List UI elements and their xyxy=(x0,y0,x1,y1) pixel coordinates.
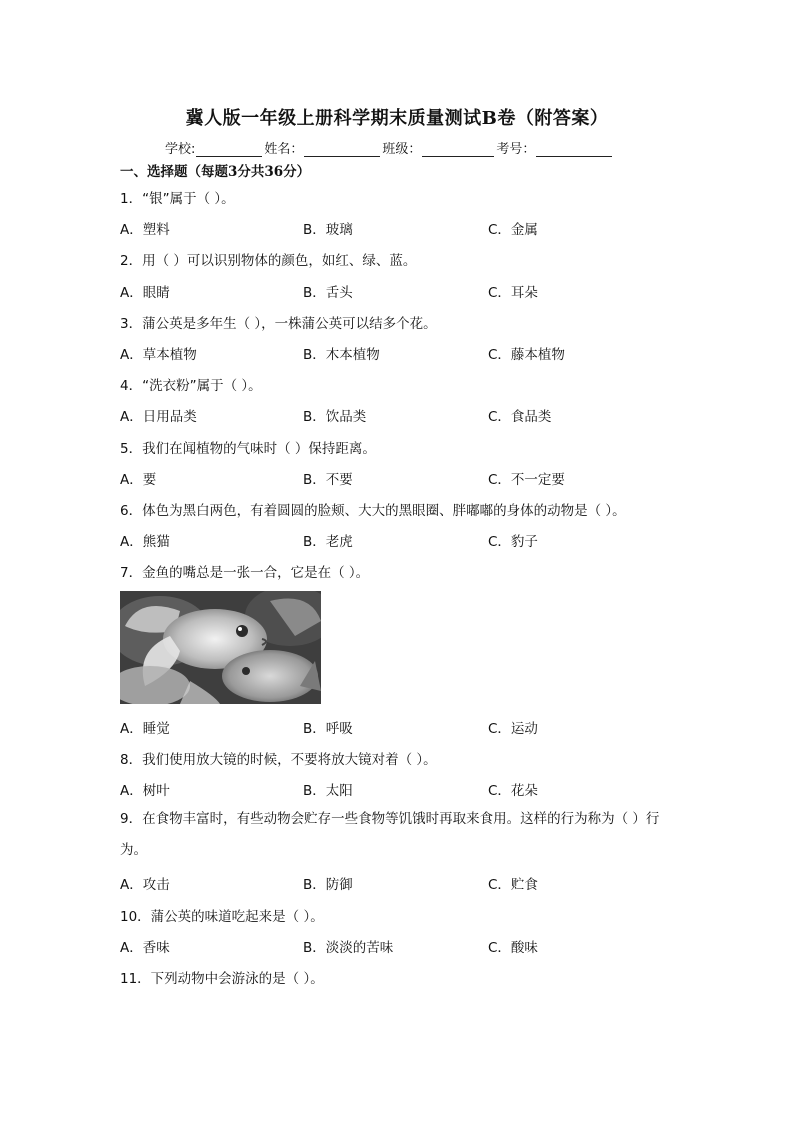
school-blank[interactable] xyxy=(196,142,262,157)
goldfish-photo xyxy=(120,591,321,704)
option-c[interactable]: C．贮食 xyxy=(488,877,538,893)
exam-number-label: 考号： xyxy=(496,142,536,157)
question-11: 11．下列动物中会游泳的是（ ）。 xyxy=(120,971,324,987)
question-8: 8．我们使用放大镜的时候，不要将放大镜对着（ ）。 xyxy=(120,752,437,768)
options-4 xyxy=(120,405,680,425)
option-b[interactable]: B．舌头 xyxy=(303,285,353,301)
question-10: 10．蒲公英的味道吃起来是（ ）。 xyxy=(120,909,324,925)
options-7 xyxy=(120,717,680,737)
section-title: 一、选择题（每题3分共36分） xyxy=(120,164,311,180)
option-c[interactable]: C．运动 xyxy=(488,721,538,737)
option-a[interactable]: A．塑料 xyxy=(120,222,170,238)
option-a[interactable]: A．睡觉 xyxy=(120,721,170,737)
option-b[interactable]: B．防御 xyxy=(303,877,353,893)
question-2: 2．用（ ）可以识别物体的颜色，如红、绿、蓝。 xyxy=(120,253,417,269)
option-a[interactable]: A．草本植物 xyxy=(120,347,197,363)
options-5 xyxy=(120,468,680,488)
option-c[interactable]: C．豹子 xyxy=(488,534,538,550)
option-a[interactable]: A．香味 xyxy=(120,940,170,956)
student-info-row xyxy=(165,138,614,157)
option-c[interactable]: C．金属 xyxy=(488,222,538,238)
options-6 xyxy=(120,530,680,550)
option-b[interactable]: B．太阳 xyxy=(303,783,353,799)
options-10 xyxy=(120,936,680,956)
option-c[interactable]: C．酸味 xyxy=(488,940,538,956)
question-5: 5．我们在闻植物的气味时（ ）保持距离。 xyxy=(120,441,376,457)
name-blank[interactable] xyxy=(304,142,380,157)
school-label: 学校: xyxy=(165,142,196,157)
question-4: 4．“洗衣粉”属于（ ）。 xyxy=(120,378,262,394)
option-c[interactable]: C．食品类 xyxy=(488,409,552,425)
option-c[interactable]: C．藤本植物 xyxy=(488,347,565,363)
options-2 xyxy=(120,281,680,301)
option-b[interactable]: B．不要 xyxy=(303,472,353,488)
options-9 xyxy=(120,873,680,893)
option-b[interactable]: B．饮品类 xyxy=(303,409,367,425)
name-label: 姓名： xyxy=(264,142,304,157)
exam-number-blank[interactable] xyxy=(536,142,612,157)
option-b[interactable]: B．呼吸 xyxy=(303,721,353,737)
question-1: 1．“银”属于（ ）。 xyxy=(120,191,235,207)
option-b[interactable]: B．淡淡的苦味 xyxy=(303,940,394,956)
options-3 xyxy=(120,343,680,363)
option-a[interactable]: A．眼睛 xyxy=(120,285,170,301)
page-title: 冀人版一年级上册科学期末质量测试B卷（附答案） xyxy=(185,108,609,129)
options-8 xyxy=(120,779,680,799)
goldfish-illustration xyxy=(120,591,321,704)
option-a[interactable]: A．熊猫 xyxy=(120,534,170,550)
option-c[interactable]: C．花朵 xyxy=(488,783,538,799)
option-a[interactable]: A．要 xyxy=(120,472,157,488)
class-blank[interactable] xyxy=(422,142,494,157)
option-a[interactable]: A．树叶 xyxy=(120,783,170,799)
class-label: 班级： xyxy=(382,142,422,157)
question-7: 7．金鱼的嘴总是一张一合，它是在（ ）。 xyxy=(120,565,370,581)
question-9: 9．在食物丰富时，有些动物会贮存一些食物等饥饿时再取来食用。这样的行为称为（ ）行为。 xyxy=(120,811,660,858)
question-6: 6．体色为黑白两色，有着圆圆的脸颊、大大的黑眼圈、胖嘟嘟的身体的动物是（ ）。 xyxy=(120,503,626,519)
option-a[interactable]: A．攻击 xyxy=(120,877,170,893)
question-3: 3．蒲公英是多年生（ ），一株蒲公英可以结多个花。 xyxy=(120,316,437,332)
options-1 xyxy=(120,218,680,238)
option-a[interactable]: A．日用品类 xyxy=(120,409,197,425)
option-b[interactable]: B．玻璃 xyxy=(303,222,353,238)
option-c[interactable]: C．不一定要 xyxy=(488,472,565,488)
option-b[interactable]: B．木本植物 xyxy=(303,347,380,363)
option-b[interactable]: B．老虎 xyxy=(303,534,353,550)
option-c[interactable]: C．耳朵 xyxy=(488,285,538,301)
